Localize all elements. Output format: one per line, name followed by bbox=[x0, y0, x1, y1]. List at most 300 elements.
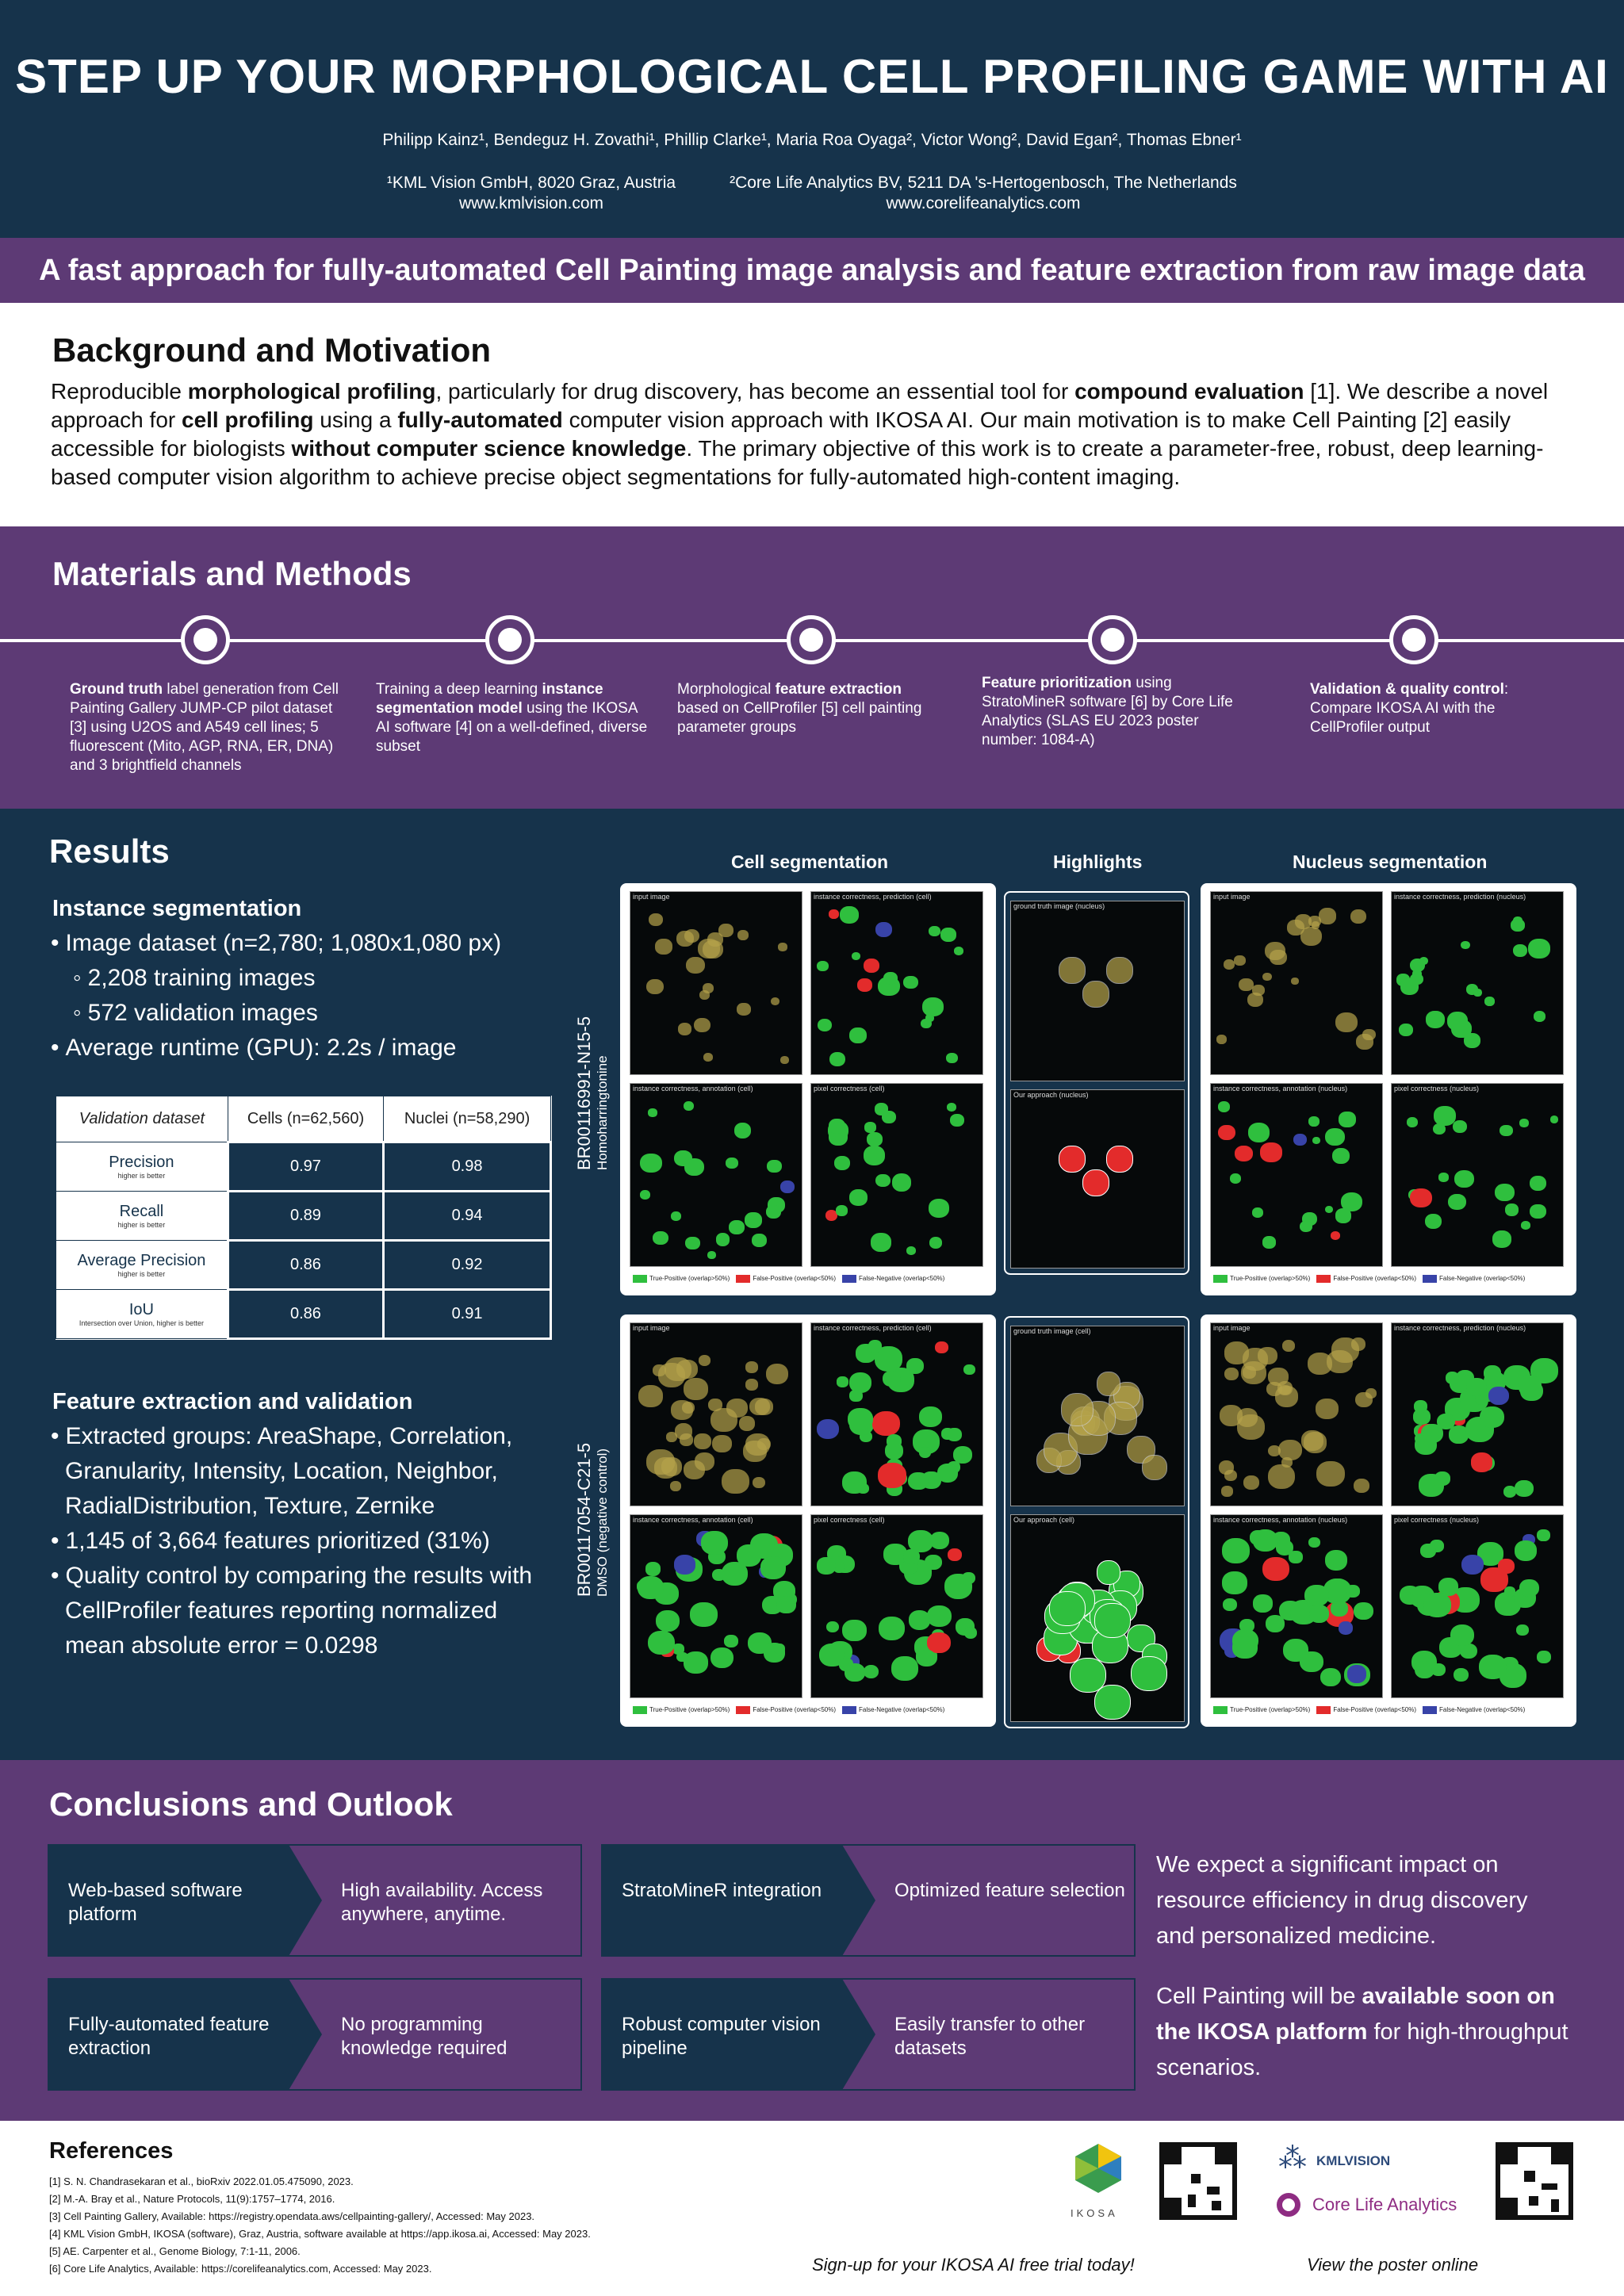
cell-blob bbox=[935, 1341, 948, 1353]
author-list: Philipp Kainz¹, Bendeguz H. Zovathi¹, Phillip Clarke¹, Maria Roa Oyaga², Victor Wong², David Egan², Thomas Ebner¹ bbox=[382, 131, 1242, 149]
cell-blob bbox=[1492, 1230, 1511, 1248]
conclusion-box: Web-based software platform High availability. Access anywhere, anytime. bbox=[48, 1844, 582, 1957]
cell-blob bbox=[1537, 1651, 1551, 1663]
cell-blob bbox=[690, 1602, 718, 1627]
cell-blob bbox=[1216, 1035, 1227, 1044]
cell-blob bbox=[849, 1027, 867, 1043]
cell-blob bbox=[1365, 1388, 1377, 1399]
poster-title: STEP UP YOUR MORPHOLOGICAL CELL PROFILING GAME WITH AI bbox=[15, 50, 1609, 103]
cell-blob bbox=[891, 1656, 918, 1681]
cell-blob bbox=[840, 906, 859, 924]
cell-blob bbox=[925, 1555, 942, 1571]
cell-blob bbox=[1504, 1586, 1515, 1597]
poster-call-to-action[interactable]: View the poster online bbox=[1307, 2255, 1479, 2275]
cell-blob bbox=[1059, 1146, 1086, 1173]
panel-label: instance correctness, annotation (nucleus) bbox=[1213, 1085, 1348, 1093]
column-heading: Highlights bbox=[1053, 851, 1143, 872]
cell-blob bbox=[755, 1399, 773, 1415]
cell-blob bbox=[864, 1146, 885, 1165]
cell-blob bbox=[1450, 1624, 1475, 1647]
cell-blob bbox=[699, 990, 710, 1000]
micrograph-panel bbox=[1210, 891, 1383, 1075]
cell-blob bbox=[760, 1556, 785, 1578]
cla-url[interactable]: www.corelifeanalytics.com bbox=[886, 194, 1081, 212]
cell-blob bbox=[1503, 1486, 1517, 1498]
highlight-card bbox=[1004, 891, 1189, 1275]
cell-blob bbox=[684, 1460, 705, 1479]
panel-label: instance correctness, annotation (cell) bbox=[633, 1516, 753, 1524]
legend-item: True-Positive (overlap>50%) bbox=[1213, 1706, 1310, 1714]
cell-blob bbox=[712, 1435, 731, 1452]
cell-blob bbox=[875, 922, 892, 937]
cell-blob bbox=[1222, 1571, 1247, 1594]
cell-blob bbox=[734, 1123, 752, 1138]
micrograph-panel bbox=[810, 1514, 983, 1698]
cell-blob bbox=[1346, 1585, 1360, 1598]
cell-blob bbox=[908, 1472, 928, 1490]
conclusions-section bbox=[0, 1760, 1624, 2121]
panel-label: pixel correctness (nucleus) bbox=[1394, 1516, 1480, 1524]
legend-item: True-Positive (overlap>50%) bbox=[1213, 1275, 1310, 1283]
cell-blob bbox=[1319, 908, 1336, 924]
cell-blob bbox=[1293, 1134, 1307, 1146]
cell-blob bbox=[1308, 1537, 1320, 1548]
list-item: ◦ 572 validation images bbox=[51, 996, 501, 1031]
cell-blob bbox=[1521, 1221, 1530, 1230]
reference-list bbox=[49, 2173, 591, 2278]
cell-blob bbox=[892, 1173, 912, 1191]
method-step-3: Morphological feature extraction based on CellProfiler [5] cell painting parameter groups bbox=[677, 681, 922, 736]
cell-blob bbox=[1243, 1475, 1259, 1490]
cell-blob bbox=[1300, 1651, 1323, 1672]
legend-item: False-Negative (overlap<50%) bbox=[842, 1275, 944, 1283]
legend-item: False-Positive (overlap<50%) bbox=[1316, 1706, 1416, 1714]
legend-item: False-Positive (overlap<50%) bbox=[1316, 1275, 1416, 1283]
cell-blob bbox=[1262, 1236, 1276, 1248]
section-heading: Conclusions and Outlook bbox=[49, 1785, 453, 1823]
cell-blob bbox=[948, 1548, 962, 1561]
core-life-logo-text: Core Life Analytics bbox=[1312, 2195, 1457, 2214]
cell-blob bbox=[1221, 1486, 1233, 1496]
cell-blob bbox=[1223, 1598, 1237, 1611]
cell-blob bbox=[1434, 1106, 1456, 1126]
cell-blob bbox=[1260, 1142, 1281, 1161]
micrograph-panel bbox=[1210, 1514, 1383, 1698]
cell-blob bbox=[1488, 1387, 1509, 1405]
cell-blob bbox=[684, 1158, 704, 1176]
cell-blob bbox=[927, 1605, 952, 1628]
section-heading: Results bbox=[49, 832, 170, 870]
cell-blob bbox=[1519, 1579, 1539, 1598]
cell-blob bbox=[1234, 955, 1245, 966]
micrograph-panel bbox=[810, 1083, 983, 1267]
cell-blob bbox=[1309, 1605, 1330, 1623]
panel-label: instance correctness, prediction (nucleus) bbox=[1394, 893, 1526, 901]
list-item: [4] KML Vision GmbH, IKOSA (software), Graz, Austria, software available at https://app.ikosa.ai, Accessed: May 2023. bbox=[49, 2228, 591, 2240]
cell-blob bbox=[737, 1544, 761, 1567]
micrograph-panel bbox=[1391, 1514, 1564, 1698]
conclusion-text: Cell Painting will be available soon on the IKOSA platform for high-throughput scenarios. bbox=[1156, 1984, 1568, 2080]
cell-blob bbox=[937, 1464, 959, 1483]
legend-item: True-Positive (overlap>50%) bbox=[633, 1706, 730, 1714]
micrograph-panel bbox=[630, 891, 802, 1075]
figure-card bbox=[1201, 1314, 1576, 1727]
cell-blob bbox=[776, 1596, 796, 1613]
cell-blob bbox=[694, 1018, 710, 1033]
table-header: Cells (n=62,560) bbox=[228, 1096, 383, 1142]
legend-item: False-Negative (overlap<50%) bbox=[842, 1706, 944, 1714]
cell-blob bbox=[648, 1631, 675, 1655]
cell-blob bbox=[1528, 939, 1549, 959]
cell-blob bbox=[1308, 1116, 1320, 1127]
figure-card bbox=[620, 883, 996, 1295]
cell-blob bbox=[947, 1428, 962, 1441]
cell-blob bbox=[1461, 941, 1470, 950]
cell-blob bbox=[1316, 1399, 1339, 1419]
cell-blob bbox=[676, 1360, 698, 1379]
cell-blob bbox=[745, 1361, 758, 1372]
legend-item: False-Positive (overlap<50%) bbox=[736, 1275, 836, 1283]
cell-blob bbox=[1530, 1176, 1546, 1191]
cell-blob bbox=[773, 1644, 784, 1654]
figure-card bbox=[620, 1314, 996, 1727]
cell-blob bbox=[670, 1481, 681, 1491]
cell-blob bbox=[1262, 1557, 1289, 1582]
legend bbox=[1213, 1706, 1525, 1714]
cell-blob bbox=[638, 1385, 663, 1407]
cell-blob bbox=[671, 1400, 693, 1420]
validation-table bbox=[56, 1096, 552, 1340]
method-step-1: Ground truth label generation from Cell Painting Gallery JUMP-CP pilot dataset [3] using U2OS and A549 cell lines; 5 fluorescent (Mito, AGP, RNA, ER, DNA) and 3 brightfield channels bbox=[70, 681, 339, 774]
cell-blob bbox=[963, 1364, 975, 1375]
table-header: Validation dataset bbox=[56, 1096, 228, 1142]
table-header: Nuclei (n=58,290) bbox=[384, 1096, 551, 1142]
method-step-4: Feature prioritization using StratoMineR software [6] by Core Life Analytics (SLAS EU 2023 poster number: 1084-A) bbox=[982, 675, 1233, 748]
cell-blob bbox=[1241, 1361, 1266, 1384]
micrograph-panel bbox=[1210, 1083, 1383, 1267]
cell-blob bbox=[1082, 1169, 1109, 1196]
legend-item: True-Positive (overlap>50%) bbox=[633, 1275, 730, 1283]
list-item: [5] AE. Carpenter et al., Genome Biology, 7:1-11, 2006. bbox=[49, 2245, 301, 2257]
cell-blob bbox=[1550, 1115, 1559, 1123]
cell-blob bbox=[882, 1111, 896, 1123]
kml-logo-text: KMLVISION bbox=[1316, 2153, 1391, 2168]
cell-blob bbox=[834, 1156, 850, 1170]
cell-blob bbox=[1426, 1011, 1445, 1028]
cell-blob bbox=[1519, 1119, 1529, 1127]
cell-blob bbox=[1239, 978, 1253, 991]
cell-blob bbox=[1335, 1012, 1358, 1032]
cell-blob bbox=[1106, 957, 1133, 984]
cell-blob bbox=[726, 1158, 737, 1169]
conclusion-box: StratoMineR integration Optimized feature selection bbox=[601, 1844, 1136, 1957]
cell-blob bbox=[871, 1233, 891, 1251]
subtitle-bar bbox=[0, 238, 1624, 303]
header bbox=[0, 0, 1624, 238]
cell-blob bbox=[703, 940, 723, 959]
cell-blob bbox=[878, 1463, 906, 1488]
cell-blob bbox=[1262, 973, 1272, 981]
legend bbox=[633, 1706, 944, 1714]
cell-blob bbox=[1082, 981, 1109, 1008]
panel-label: pixel correctness (nucleus) bbox=[1394, 1085, 1480, 1093]
cell-blob bbox=[649, 913, 663, 926]
cell-blob bbox=[872, 1411, 900, 1437]
timeline-node-icon bbox=[787, 615, 836, 664]
list-item: • Image dataset (n=2,780; 1,080x1,080 px) bbox=[51, 926, 501, 961]
cell-blob bbox=[883, 972, 898, 985]
cell-blob bbox=[1530, 1204, 1545, 1219]
cell-blob bbox=[1451, 1020, 1472, 1038]
cell-blob bbox=[1304, 1432, 1327, 1452]
cell-blob bbox=[1270, 950, 1286, 965]
cell-blob bbox=[950, 1114, 964, 1127]
list-item: • Extracted groups: AreaShape, Correlation, Granularity, Intensity, Location, Neighbor, RadialDistribution, Texture, Zernike bbox=[51, 1419, 558, 1524]
cell-blob bbox=[780, 1181, 795, 1193]
cell-blob bbox=[640, 1154, 661, 1173]
cell-blob bbox=[1347, 1665, 1367, 1682]
cell-blob bbox=[1410, 974, 1423, 985]
cell-blob bbox=[1356, 1034, 1373, 1050]
cell-blob bbox=[867, 1132, 883, 1146]
cell-blob bbox=[1515, 1540, 1537, 1560]
cell-blob bbox=[1446, 1372, 1460, 1384]
micrograph-panel bbox=[810, 891, 983, 1075]
cell-blob bbox=[1448, 1194, 1466, 1211]
cell-blob bbox=[1425, 1214, 1442, 1229]
cell-blob bbox=[653, 1231, 668, 1246]
cell-blob bbox=[919, 1447, 931, 1458]
cell-blob bbox=[1239, 1619, 1254, 1632]
cell-blob bbox=[826, 1621, 839, 1633]
cell-blob bbox=[946, 1053, 958, 1063]
cell-blob bbox=[864, 1122, 876, 1132]
cell-blob bbox=[883, 1371, 900, 1387]
cell-blob bbox=[1219, 1460, 1235, 1475]
cell-blob bbox=[1466, 1378, 1487, 1396]
cell-blob bbox=[1351, 1337, 1366, 1351]
panel-label: instance correctness, prediction (cell) bbox=[814, 1324, 932, 1332]
cell-blob bbox=[766, 1205, 781, 1219]
conclusion-text: We expect a significant impact on resource efficiency in drug discovery and personalized medicine. bbox=[1156, 1852, 1528, 1949]
cell-blob bbox=[1224, 1341, 1249, 1364]
cell-blob bbox=[1258, 1347, 1277, 1364]
cell-blob bbox=[708, 1399, 722, 1411]
kml-logo-icon: ⁂ bbox=[1278, 2141, 1307, 2174]
panel-label: ground truth image (nucleus) bbox=[1013, 902, 1105, 910]
qr-code-poster-icon[interactable] bbox=[1496, 2142, 1573, 2220]
cell-blob bbox=[849, 1189, 868, 1206]
cell-blob bbox=[1453, 1120, 1467, 1134]
micrograph-panel bbox=[630, 1083, 802, 1267]
cell-blob bbox=[1304, 1585, 1329, 1607]
cell-blob bbox=[1300, 927, 1322, 946]
cell-blob bbox=[839, 1658, 853, 1670]
cell-blob bbox=[743, 1441, 767, 1462]
table-row: IoU Intersection over Union, higher is better 0.86 0.91 bbox=[56, 1290, 551, 1339]
cell-blob bbox=[1059, 957, 1086, 984]
micrograph-panel bbox=[1010, 1089, 1185, 1269]
cell-blob bbox=[699, 1355, 711, 1366]
cell-blob bbox=[1253, 1594, 1273, 1612]
cell-blob bbox=[722, 1469, 749, 1494]
cell-blob bbox=[1484, 997, 1495, 1006]
cell-blob bbox=[780, 1056, 789, 1064]
cell-blob bbox=[724, 1635, 738, 1647]
subsection-heading: Feature extraction and validation bbox=[52, 1389, 413, 1414]
conclusion-box: Fully-automated feature extraction No programming knowledge required bbox=[48, 1978, 582, 2091]
conclusion-box: Robust computer vision pipeline Easily transfer to other datasets bbox=[601, 1978, 1136, 2091]
cell-blob bbox=[1097, 1372, 1121, 1396]
cell-blob bbox=[655, 939, 672, 955]
cell-blob bbox=[640, 1190, 650, 1200]
cell-blob bbox=[1461, 1555, 1484, 1575]
cell-blob bbox=[1248, 1123, 1270, 1142]
cell-blob bbox=[752, 1234, 767, 1247]
cell-blob bbox=[1407, 1117, 1418, 1127]
cell-blob bbox=[703, 1053, 713, 1062]
section-heading: Materials and Methods bbox=[52, 555, 412, 592]
cell-blob bbox=[684, 1378, 708, 1400]
cell-blob bbox=[864, 1665, 879, 1679]
cell-blob bbox=[1291, 978, 1299, 985]
cell-blob bbox=[1097, 1560, 1121, 1585]
cell-blob bbox=[685, 1237, 699, 1249]
kml-url[interactable]: www.kmlvision.com bbox=[458, 194, 604, 212]
cell-blob bbox=[1224, 1368, 1239, 1380]
cell-blob bbox=[875, 1174, 891, 1188]
section-heading: References bbox=[49, 2138, 174, 2164]
panel-label: input image bbox=[1213, 893, 1251, 901]
cell-blob bbox=[848, 1408, 873, 1431]
cell-blob bbox=[1414, 1400, 1427, 1412]
cell-blob bbox=[1106, 1146, 1133, 1173]
cell-blob bbox=[954, 947, 963, 955]
row-label: BR00116991-N15-5 Homoharringtonine bbox=[574, 1016, 610, 1170]
cell-blob bbox=[1276, 1540, 1294, 1556]
column-heading: Nucleus segmentation bbox=[1293, 851, 1488, 872]
cell-blob bbox=[837, 1376, 848, 1387]
qr-code-ikosa-icon[interactable] bbox=[1159, 2142, 1237, 2220]
cell-blob bbox=[694, 1433, 711, 1449]
cell-blob bbox=[1454, 1170, 1474, 1188]
panel-label: input image bbox=[1213, 1324, 1251, 1332]
cell-blob bbox=[817, 1419, 839, 1440]
ikosa-logo-text: IKOSA bbox=[1071, 2207, 1118, 2219]
cell-blob bbox=[729, 1220, 745, 1234]
cell-blob bbox=[1222, 1538, 1250, 1563]
cell-blob bbox=[849, 1390, 862, 1402]
cell-blob bbox=[1131, 1656, 1167, 1691]
micrograph-panel bbox=[1010, 1326, 1185, 1506]
cell-blob bbox=[661, 1457, 682, 1476]
panel-label: pixel correctness (cell) bbox=[814, 1516, 885, 1524]
cell-blob bbox=[817, 961, 829, 971]
section-heading: Background and Motivation bbox=[52, 331, 492, 369]
feature-list bbox=[51, 1419, 558, 1663]
micrograph-panel bbox=[1010, 1514, 1185, 1722]
cell-blob bbox=[906, 1246, 916, 1255]
cell-blob bbox=[1247, 993, 1263, 1007]
cell-blob bbox=[818, 1019, 833, 1032]
cell-blob bbox=[1431, 1663, 1446, 1677]
cell-blob bbox=[1410, 1188, 1432, 1208]
list-item: • Average runtime (GPU): 2.2s / image bbox=[51, 1031, 501, 1066]
panel-label: instance correctness, prediction (nucleus) bbox=[1394, 1324, 1526, 1332]
cell-blob bbox=[1279, 1385, 1290, 1395]
cell-blob bbox=[1224, 959, 1235, 970]
cell-blob bbox=[1230, 1173, 1242, 1184]
list-item: • 1,145 of 3,664 features prioritized (31%) bbox=[51, 1524, 558, 1559]
table-row: Precision higher is better 0.97 0.98 bbox=[56, 1142, 551, 1192]
cell-blob bbox=[737, 930, 749, 940]
affiliation-kml: ¹KML Vision GmbH, 8020 Graz, Austria www.kmlvision.com bbox=[373, 173, 690, 214]
cell-blob bbox=[1232, 1636, 1257, 1659]
cell-blob bbox=[771, 997, 779, 1005]
cell-blob bbox=[676, 1652, 688, 1663]
cell-blob bbox=[857, 978, 872, 992]
cell-blob bbox=[947, 1103, 956, 1112]
micrograph-panel bbox=[1391, 1322, 1564, 1506]
cell-blob bbox=[1235, 1146, 1253, 1161]
cell-blob bbox=[903, 1549, 920, 1564]
cell-blob bbox=[1419, 1474, 1444, 1497]
cell-blob bbox=[638, 1576, 664, 1599]
cell-blob bbox=[1049, 1591, 1086, 1626]
cell-blob bbox=[817, 1557, 836, 1574]
cell-blob bbox=[930, 1532, 950, 1549]
timeline-node-icon bbox=[1389, 615, 1438, 664]
cell-blob bbox=[1325, 1206, 1334, 1213]
cell-blob bbox=[940, 928, 956, 942]
cell-blob bbox=[929, 926, 940, 936]
cell-blob bbox=[1423, 1593, 1451, 1618]
cell-blob bbox=[1300, 1221, 1312, 1233]
cell-blob bbox=[1061, 1393, 1094, 1425]
micrograph-panel bbox=[1210, 1322, 1383, 1506]
legend bbox=[633, 1275, 944, 1283]
cell-blob bbox=[903, 976, 917, 989]
cell-blob bbox=[1218, 1101, 1230, 1112]
cell-blob bbox=[1332, 1148, 1350, 1164]
cell-blob bbox=[1218, 1125, 1235, 1141]
micrograph-panel bbox=[1391, 1083, 1564, 1267]
cell-blob bbox=[1327, 1350, 1353, 1374]
method-step-2: Training a deep learning instance segmentation model using the IKOSA AI software [4] on a well-defined, diverse subset bbox=[376, 681, 648, 755]
legend-item: False-Positive (overlap<50%) bbox=[736, 1706, 836, 1714]
timeline-node-icon bbox=[1088, 615, 1137, 664]
cell-blob bbox=[1516, 1624, 1529, 1636]
cell-blob bbox=[1339, 1112, 1355, 1127]
legend bbox=[1213, 1275, 1525, 1283]
trial-call-to-action[interactable]: Sign-up for your IKOSA AI free trial today! bbox=[812, 2255, 1135, 2275]
cell-blob bbox=[868, 1340, 882, 1352]
background-text: Reproducible morphological profiling, particularly for drug discovery, has become an essential tool for compound evaluation [1]. We describe a novel approach for cell profiling using a fully-automated computer vision approach with IKOSA AI. Our main motivation is to make Cell Painting [2] easily accessible for biologists without computer science knowledge. The primary objective of this work is to create a parameter-free, robust, deep learning-based computer vision algorithm to achieve precise object segmentations for fully-automated high-content imaging. bbox=[51, 379, 1549, 489]
cell-blob bbox=[1399, 1024, 1413, 1036]
ikosa-logo-icon bbox=[1072, 2142, 1124, 2195]
cell-blob bbox=[686, 957, 705, 974]
cell-blob bbox=[1094, 1603, 1131, 1638]
cell-blob bbox=[701, 1531, 728, 1555]
cell-blob bbox=[737, 1003, 750, 1016]
cell-blob bbox=[674, 1555, 695, 1574]
cell-blob bbox=[680, 1433, 693, 1445]
cell-blob bbox=[1513, 944, 1527, 958]
cell-blob bbox=[1268, 1464, 1295, 1489]
cell-blob bbox=[944, 1574, 973, 1599]
cell-blob bbox=[879, 1617, 906, 1640]
cell-blob bbox=[716, 1233, 730, 1246]
